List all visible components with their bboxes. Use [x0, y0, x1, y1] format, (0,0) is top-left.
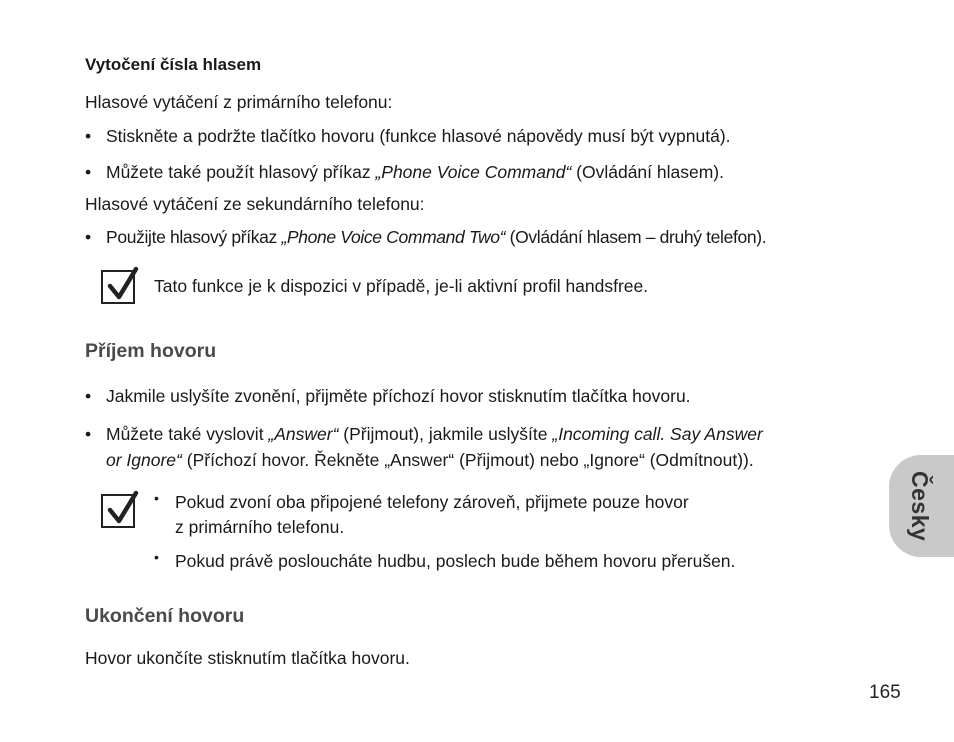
- bullet-text: Můžete také vyslovit: [106, 424, 269, 444]
- voice-command: „Answer“: [268, 424, 339, 444]
- list-item: [106, 422, 763, 447]
- note-check-icon: [101, 270, 135, 304]
- voice-dial-heading: Vytočení čísla hlasem: [85, 55, 262, 74]
- section-title-answer: Příjem hovoru: [85, 340, 217, 362]
- bullet-text: Můžete také použít hlasový příkaz: [106, 162, 376, 182]
- voice-command: „Incoming call. Say Answer: [552, 424, 763, 444]
- end-call-text: Hovor ukončíte stisknutím tlačítka hovoru.: [85, 648, 410, 668]
- note-list-item: [175, 490, 689, 515]
- bullet-text: (Přijmout), jakmile uslyšíte: [338, 424, 553, 444]
- bullet-text: (Příchozí hovor. Řekněte „Answer“ (Přijmout) nebo „Ignore“ (Odmítnout)).: [181, 450, 754, 470]
- voice-command: or Ignore“: [106, 450, 182, 470]
- note-text: Tato funkce je k dispozici v případě, je-li aktivní profil handsfree.: [154, 276, 649, 296]
- bullet-text: (Ovládání hlasem – druhý telefon).: [505, 227, 767, 247]
- list-item: [106, 384, 691, 409]
- bullet-text: Jakmile uslyšíte zvonění, přijměte příchozí hovor stisknutím tlačítka hovoru.: [106, 386, 691, 406]
- section-title-end: Ukončení hovoru: [85, 605, 245, 627]
- voice-command: „Phone Voice Command“: [375, 162, 572, 182]
- note-continuation: z primárního telefonu.: [175, 517, 345, 537]
- note-list-item: [175, 549, 735, 574]
- voice-command: „Phone Voice Command Two“: [281, 227, 506, 247]
- primary-intro: Hlasové vytáčení z primárního telefonu:: [85, 92, 393, 112]
- list-item: [106, 124, 731, 149]
- note-text: Pokud zvoní oba připojené telefony zároveň, přijmete pouze hovor: [175, 492, 689, 512]
- note-check-icon: [101, 494, 135, 528]
- language-tab-label: Česky: [907, 470, 934, 542]
- bullet-text: (Ovládání hlasem).: [571, 162, 724, 182]
- note-text: Pokud právě posloucháte hudbu, poslech bude během hovoru přerušen.: [175, 551, 736, 571]
- list-item: [106, 225, 766, 250]
- secondary-intro: Hlasové vytáčení ze sekundárního telefonu:: [85, 194, 425, 214]
- list-item-continuation: [106, 448, 754, 473]
- list-item: [106, 160, 724, 185]
- bullet-text: Stiskněte a podržte tlačítko hovoru (funkce hlasové nápovědy musí být vypnutá).: [106, 126, 731, 146]
- page-number: 165: [869, 682, 901, 703]
- bullet-text: Použijte hlasový příkaz: [106, 227, 282, 247]
